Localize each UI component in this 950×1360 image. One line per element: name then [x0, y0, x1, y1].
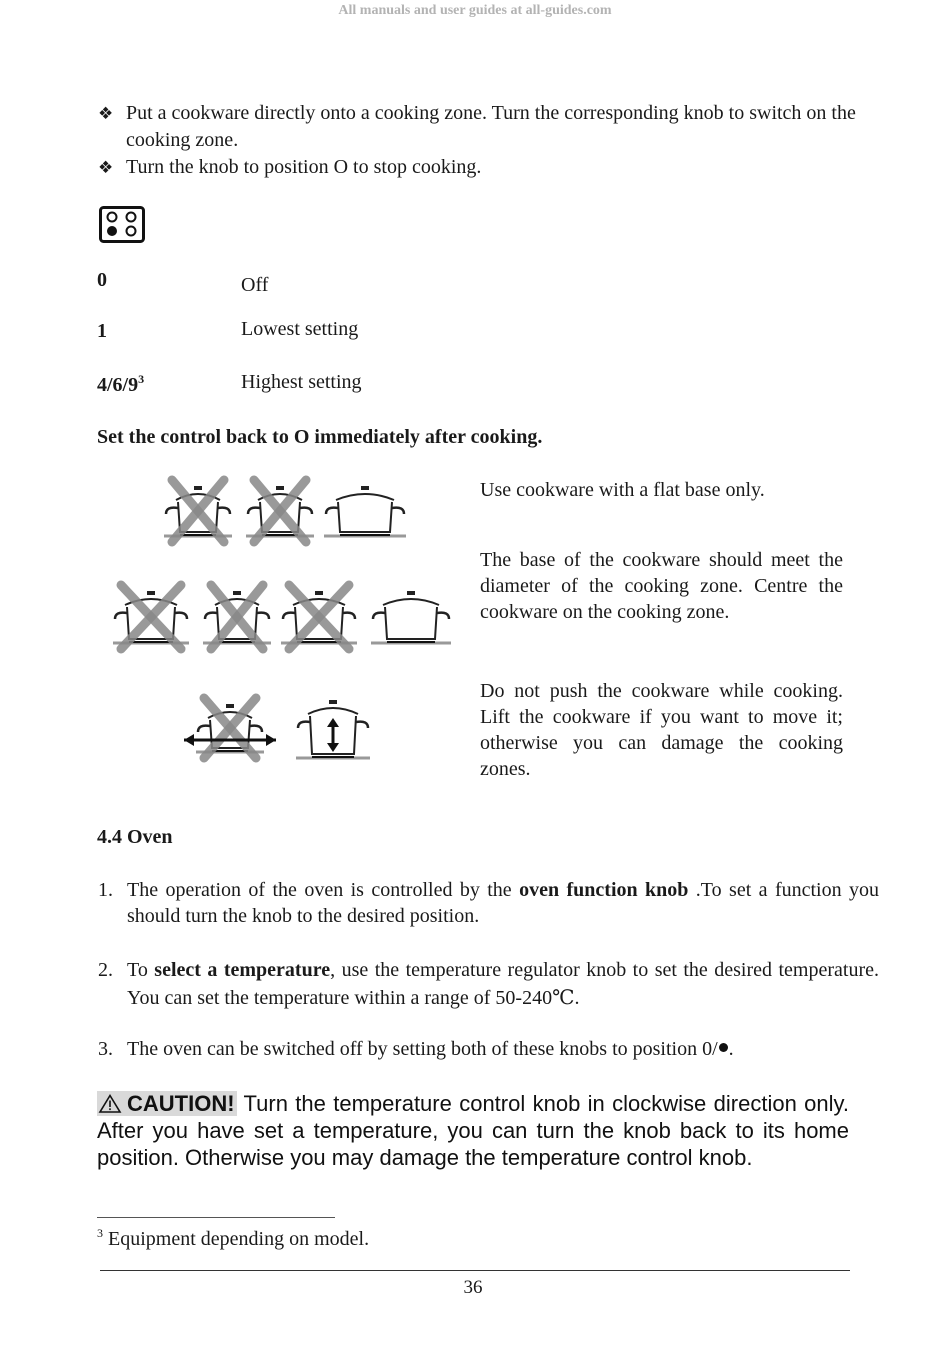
- footnote: $^3$ Equipment depending on model.: [97, 1226, 370, 1250]
- cookware-wrong-icon: [246, 480, 314, 542]
- setting-position-highest: $4/6/9^3$: [97, 372, 145, 396]
- setting-position-off: 0: [97, 269, 107, 291]
- cookware-lift-correct-icon: [296, 700, 370, 758]
- hob-icon: [99, 206, 145, 243]
- setting-meaning-lowest: Lowest setting: [241, 318, 359, 340]
- bullet-diamond-icon: ❖: [98, 104, 114, 124]
- warning-triangle-icon: [99, 1094, 121, 1113]
- setting-position-lowest: 1: [97, 320, 107, 342]
- oven-step-2: 2. To select a temperature, use the temperature regulator knob to set the desired temperature. You can set the temperature within a range of 50-240℃.: [98, 959, 879, 1009]
- oven-step-3: 3. The oven can be switched off by setting both of these knobs to position 0/ .: [98, 1038, 734, 1060]
- caution-label: CAUTION!: [97, 1091, 237, 1116]
- cookware-wrong-icon: [281, 585, 357, 649]
- bullet-item: [98, 154, 878, 181]
- cookware-wrong-icon: [164, 480, 232, 542]
- cookware-correct-icon: [324, 486, 406, 536]
- oven-step-1: 1. The operation of the oven is controlled by the oven function knob .To set a function you should turn the knob to the desired position.: [98, 879, 879, 927]
- cookware-push-wrong-icon: [184, 698, 276, 758]
- setting-meaning-highest: Highest setting: [241, 371, 362, 393]
- cookware-wrong-icon: [203, 585, 271, 649]
- flat-base-text: Use cookware with a flat base only.: [480, 479, 765, 501]
- footnote-divider: [97, 1217, 335, 1218]
- watermark: All manuals and user guides at all-guides.com: [338, 3, 612, 18]
- setting-meaning-off: Off: [241, 274, 269, 296]
- page-number: 36: [463, 1277, 483, 1298]
- footnote-ref: 3: [138, 372, 145, 386]
- bullet-text: Turn the knob to position O to stop cooking.: [126, 156, 482, 178]
- black-dot-icon: [719, 1043, 728, 1052]
- caution-block: [97, 1090, 849, 1171]
- page-footer-rule: [100, 1270, 850, 1271]
- cookware-illustrations: [100, 478, 460, 778]
- diameter-text: The base of the cookware should meet the diameter of the cooking zone. Centre the cookware on the cooking zone.: [480, 549, 843, 623]
- bullet-item: [98, 100, 878, 153]
- caution-text: Turn the temperature control knob in clockwise direction only. After you have set a temperature, you can turn the knob back to its home position. Otherwise you may damage the temperature control knob.: [97, 1091, 849, 1170]
- control-note: Set the control back to O immediately after cooking.: [97, 426, 543, 448]
- bullet-diamond-icon: ❖: [98, 158, 114, 178]
- cookware-correct-icon: [371, 591, 451, 643]
- bullet-text: Put a cookware directly onto a cooking zone. Turn the corresponding knob to switch on the cooking zone.: [126, 102, 856, 151]
- section-heading: 4.4 Oven: [97, 826, 173, 848]
- cookware-wrong-icon: [113, 585, 189, 649]
- push-warning-text: Do not push the cookware while cooking. Lift the cookware if you want to move it; otherwise you can damage the cooking zones.: [480, 680, 843, 780]
